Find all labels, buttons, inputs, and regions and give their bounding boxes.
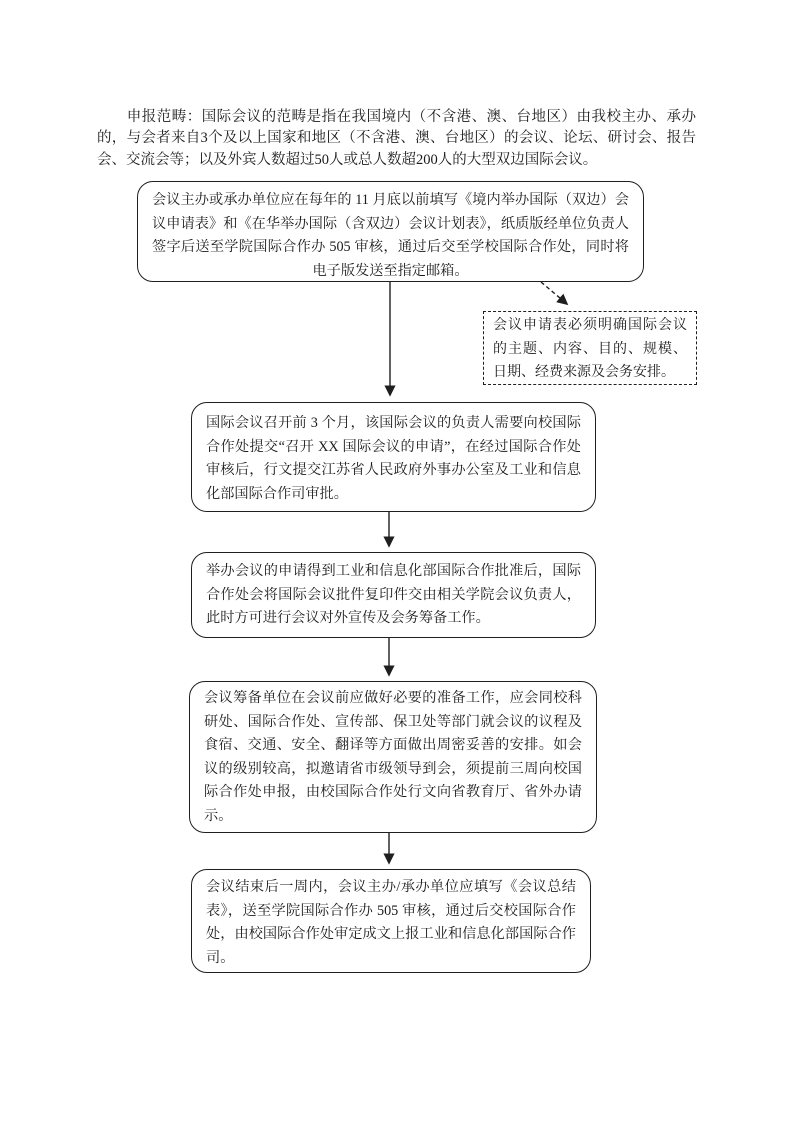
annotation-dashed-arrow [541,282,567,304]
flow-step-1-text: 会议主办或承办单位应在每年的 11 月底以前填写《境内举办国际（双边）会议申请表》和《在华举办国际（含双边）会议计划表》，纸质版经单位负责人签字后送至学院国际合作办 505 审核，通过后交至学校国际合作处，同时将电子版发送至指定邮箱。 [152,192,629,279]
flow-step-3-text: 举办会议的申请得到工业和信息化部国际合作批准后，国际合作处会将国际会议批件复印件交由相关学院会议负责人，此时方可进行会议对外宣传及会务筹备工作。 [206,563,581,626]
annotation-note-text: 会议申请表必须明确国际会议的主题、内容、目的、规模、日期、经费来源及会务安排。 [493,318,687,380]
flow-step-box-2 [191,402,596,512]
intro-paragraph: 申报范畴：国际会议的范畴是指在我国境内（不含港、澳、台地区）由我校主办、承办的，与会者来自3个及以上国家和地区（不含港、澳、台地区）的会议、论坛、研讨会、报告会、交流会等；以及外宾人数超过50人或总人数超200人的大型双边国际会议。 [97,108,696,168]
flow-step-box-1 [137,181,644,282]
flow-step-box-3 [191,552,596,638]
flow-step-4-text: 会议筹备单位在会议前应做好必要的准备工作，应会同校科研处、国际合作处、宣传部、保卫处等部门就会议的议程及食宿、交通、安全、翻译等方面做出周密妥善的安排。如会议的级别较高，拟邀请省市级领导到会，须提前三周向校国际合作处申报，由校国际合作处行文向省教育厅、省外办请示。 [204,690,582,824]
flow-step-5-text: 会议结束后一周内，会议主办/承办单位应填写《会议总结表》，送至学院国际合作办 505 审核，通过后交校国际合作处，由校国际合作处审定成文上报工业和信息化部国际合作司。 [206,879,576,966]
flow-step-box-5 [191,869,591,973]
annotation-note-box [483,311,697,385]
flow-step-2-text: 国际会议召开前 3 个月，该国际会议的负责人需要向校国际合作处提交“召开 XX 国际会议的申请”，在经过国际合作处审核后，行文提交江苏省人民政府外事办公室及工业和信息化部国际合作司审批。 [206,415,581,502]
flow-step-box-4 [189,681,597,833]
